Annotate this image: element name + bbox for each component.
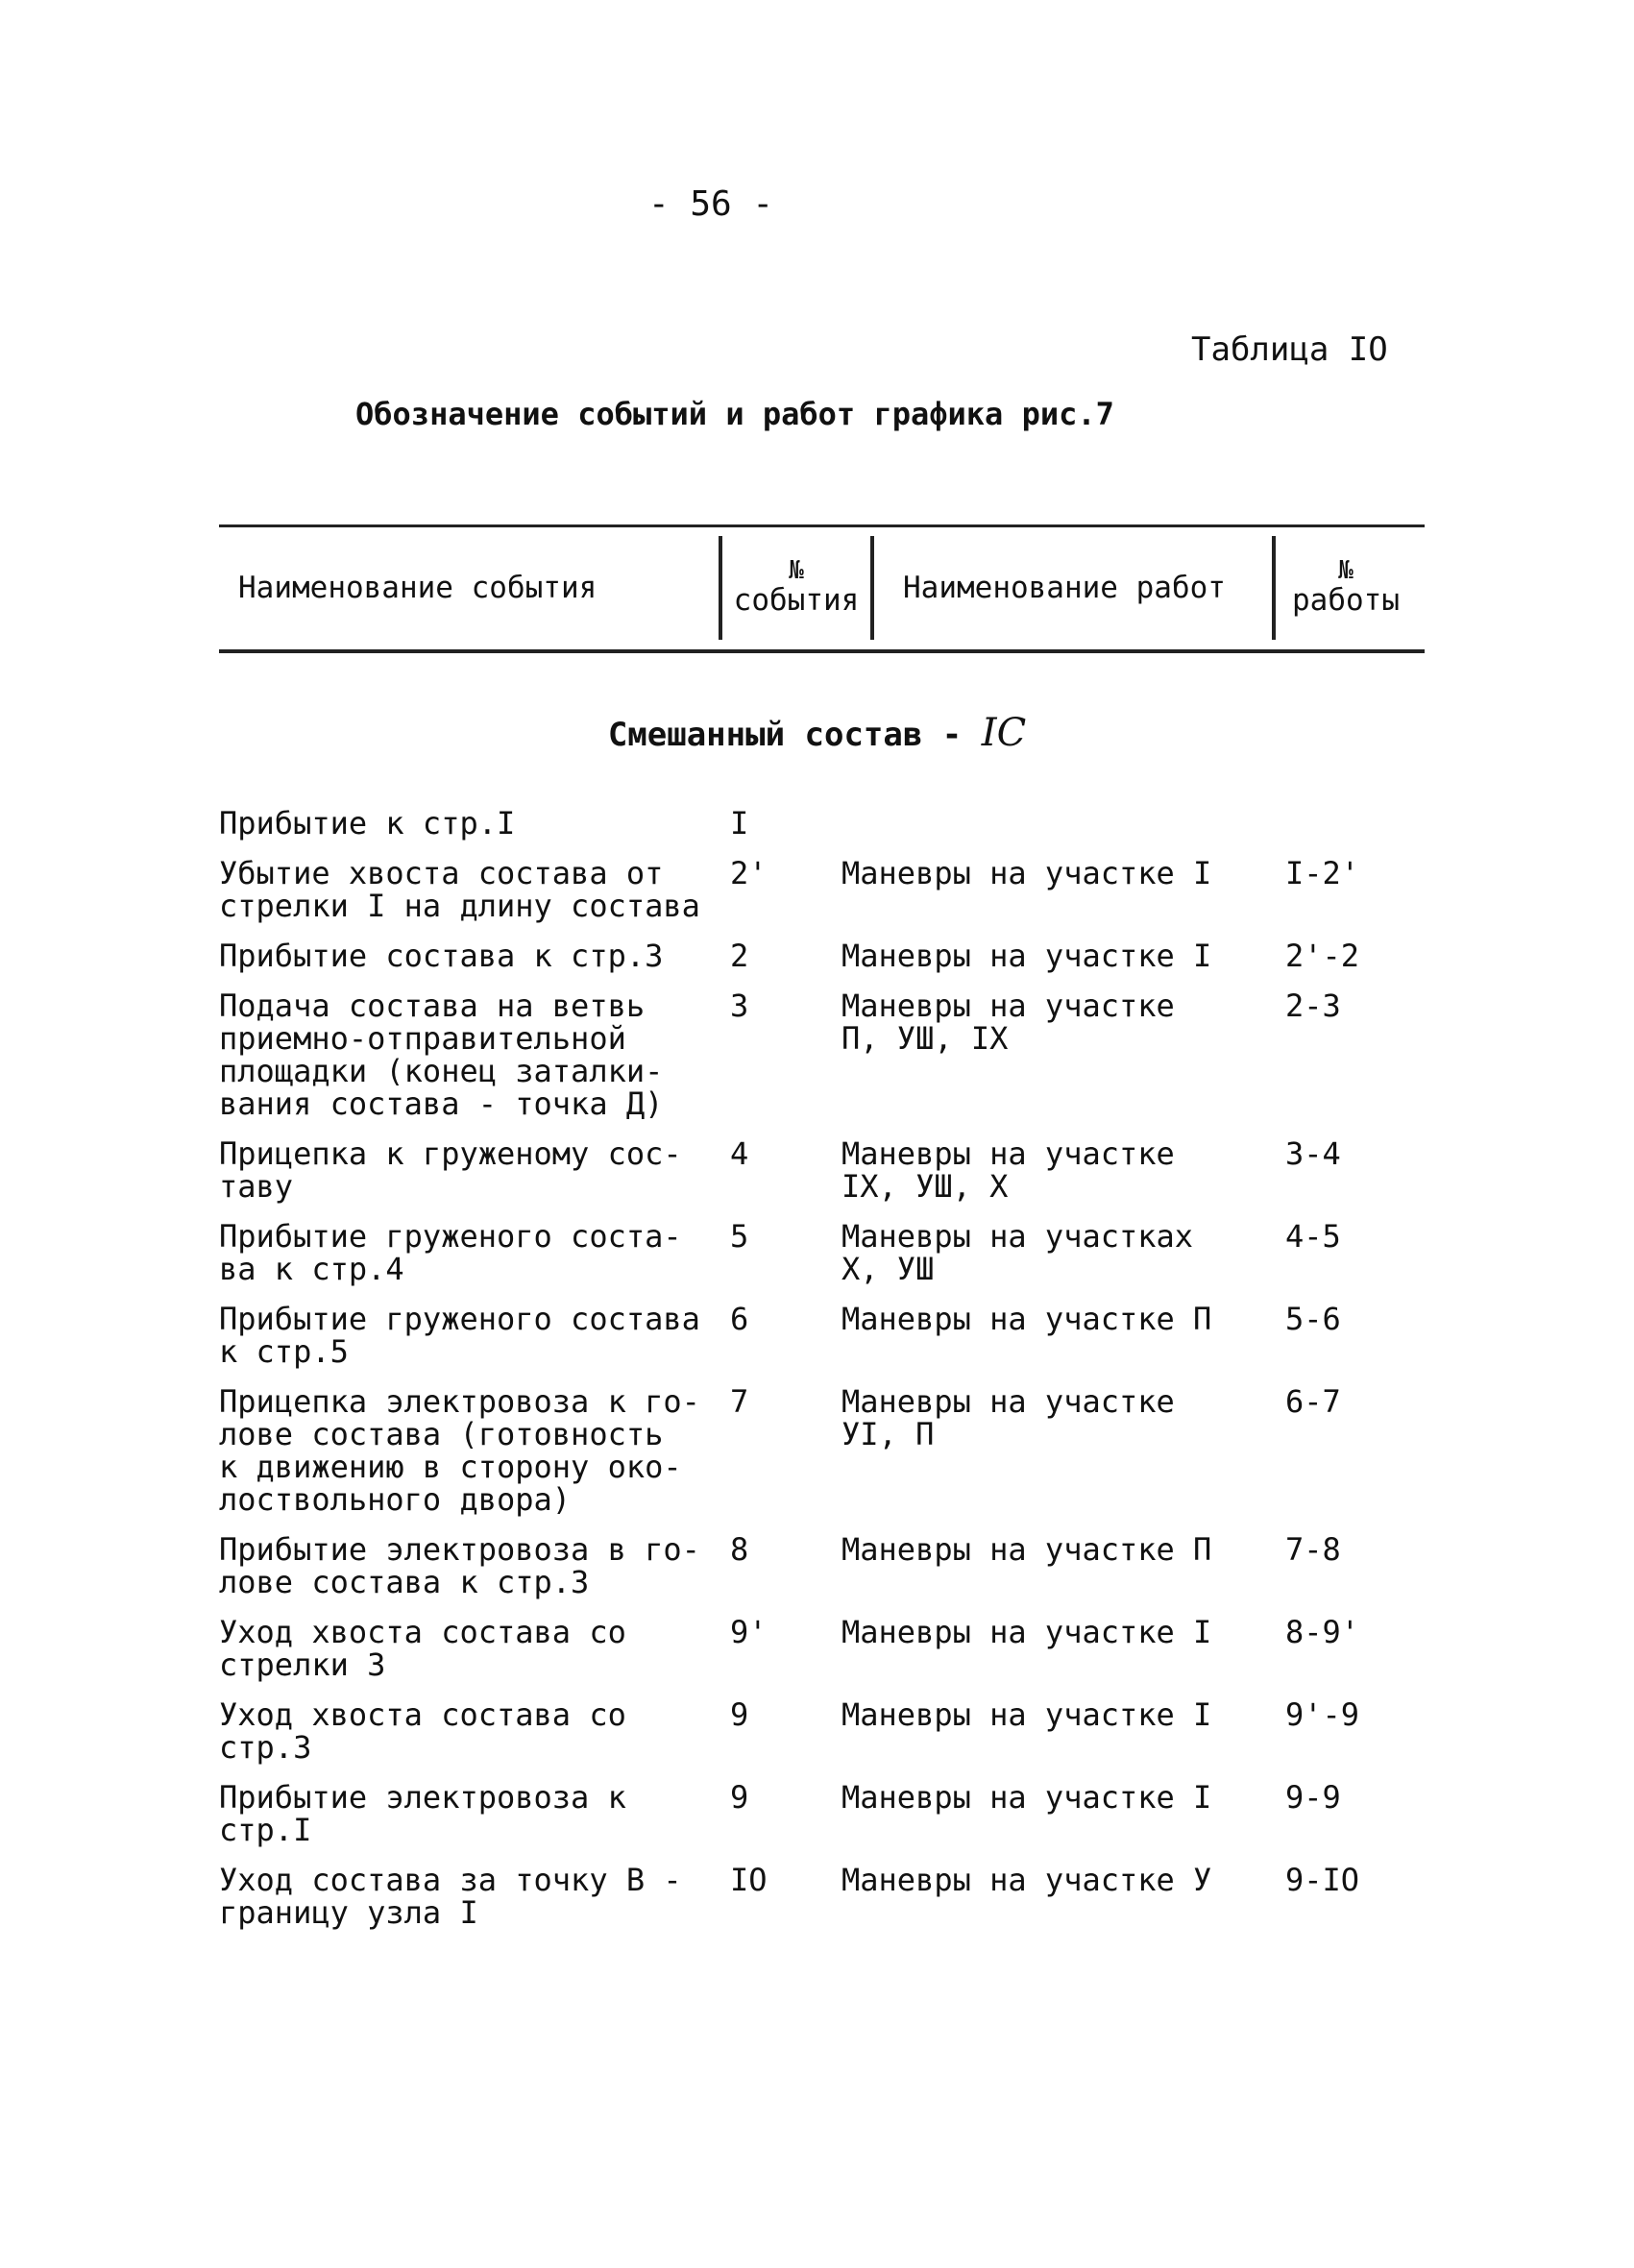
work-number-cell: 2'-2 bbox=[1285, 938, 1360, 974]
event-name-cell: Прибытие груженого состава к стр.5 bbox=[219, 1301, 700, 1370]
work-name-cell: Маневры на участке IX, УШ, X bbox=[841, 1135, 1175, 1205]
work-name-cell: Маневры на участке УI, П bbox=[841, 1383, 1175, 1452]
work-name-cell: Маневры на участках X, УШ bbox=[841, 1218, 1194, 1287]
work-number-cell: 9-9 bbox=[1285, 1779, 1341, 1816]
table-body bbox=[219, 807, 1429, 1946]
event-number-cell: 6 bbox=[730, 1301, 749, 1337]
event-number-cell: 9 bbox=[730, 1696, 749, 1733]
header-event-number-label: события bbox=[733, 583, 860, 618]
event-name-cell: Прибытие электровоза в го- лове состава к стр.3 bbox=[219, 1531, 700, 1600]
event-name-cell: Прибытие к стр.I bbox=[219, 805, 516, 841]
event-name-cell: Прибытие электровоза к стр.I bbox=[219, 1779, 626, 1848]
header-separator bbox=[870, 536, 874, 640]
table-row bbox=[219, 857, 1429, 922]
event-name-cell: Прицепка электровоза к го- лове состава (готовность к движению в сторону око- лоствольного двора) bbox=[219, 1383, 700, 1518]
work-number-cell bbox=[1280, 807, 1429, 840]
work-name-cell: Маневры на участке П bbox=[841, 1531, 1212, 1568]
event-number-cell: 9' bbox=[730, 1614, 768, 1650]
work-number-cell: 3-4 bbox=[1285, 1135, 1341, 1172]
header-work-name bbox=[903, 528, 1268, 647]
event-number-cell: 2 bbox=[730, 938, 749, 974]
table-top-rule bbox=[219, 524, 1425, 527]
section-label: Смешанный состав - bbox=[607, 716, 963, 754]
event-number-cell: I bbox=[730, 805, 749, 841]
event-number-cell: IO bbox=[730, 1862, 768, 1898]
header-work-number-label: работы bbox=[1292, 583, 1400, 618]
work-number-cell: 9-IO bbox=[1285, 1862, 1360, 1898]
work-number-cell: 8-9' bbox=[1285, 1614, 1360, 1650]
event-number-cell: 5 bbox=[730, 1218, 749, 1255]
table-row bbox=[219, 939, 1429, 972]
section-title bbox=[0, 711, 1634, 755]
work-name-cell: Маневры на участке П bbox=[841, 1301, 1212, 1337]
work-name-cell: Маневры на участке I bbox=[841, 938, 1212, 974]
event-name-cell: Прибытие груженого соста- ва к стр.4 bbox=[219, 1218, 682, 1287]
work-name-cell bbox=[828, 807, 1280, 840]
table-header-rule bbox=[219, 649, 1425, 653]
work-number-cell: 7-8 bbox=[1285, 1531, 1341, 1568]
event-name-cell: Прицепка к груженому сос- таву bbox=[219, 1135, 682, 1205]
header-work-number-sign: № bbox=[1338, 556, 1354, 585]
work-number-cell: 9'-9 bbox=[1285, 1696, 1360, 1733]
header-event-number-sign: № bbox=[789, 556, 804, 585]
table-row bbox=[219, 1220, 1429, 1285]
event-number-cell: 3 bbox=[730, 988, 749, 1024]
table-row bbox=[219, 1533, 1429, 1598]
work-name-cell: Маневры на участке У bbox=[841, 1862, 1212, 1898]
header-event-name bbox=[238, 528, 719, 647]
event-number-cell: 7 bbox=[730, 1383, 749, 1420]
work-number-cell: 2-3 bbox=[1285, 988, 1341, 1024]
event-number-cell: 9 bbox=[730, 1779, 749, 1816]
event-name-cell: Уход хвоста состава со стрелки 3 bbox=[219, 1614, 626, 1683]
table-row bbox=[219, 1303, 1429, 1368]
work-name-cell: Маневры на участке I bbox=[841, 1614, 1212, 1650]
header-event-number bbox=[722, 528, 870, 647]
page-number: - 56 - bbox=[647, 184, 774, 224]
table-row bbox=[219, 807, 1429, 840]
table-row bbox=[219, 1137, 1429, 1203]
table-row bbox=[219, 1616, 1429, 1681]
event-number-cell: 8 bbox=[730, 1531, 749, 1568]
section-code: IC bbox=[981, 711, 1027, 755]
event-name-cell: Подача состава на ветвь приемно-отправительной площадки (конец заталки- вания состава - точка Д) bbox=[219, 988, 664, 1122]
table-row bbox=[219, 989, 1429, 1120]
event-name-cell: Убытие хвоста состава от стрелки I на длину состава bbox=[219, 855, 700, 924]
work-name-cell: Маневры на участке П, УШ, IX bbox=[841, 988, 1175, 1057]
header-event-name-label: Наименование события bbox=[238, 571, 598, 605]
event-number-cell: 2' bbox=[730, 855, 768, 891]
event-name-cell: Уход состава за точку В - границу узла I bbox=[219, 1862, 682, 1931]
work-number-cell: I-2' bbox=[1285, 855, 1360, 891]
work-number-cell: 5-6 bbox=[1285, 1301, 1341, 1337]
work-number-cell: 4-5 bbox=[1285, 1218, 1341, 1255]
event-number-cell: 4 bbox=[730, 1135, 749, 1172]
work-number-cell: 6-7 bbox=[1285, 1383, 1341, 1420]
work-name-cell: Маневры на участке I bbox=[841, 855, 1212, 891]
table-title: Обозначение событий и работ графика рис.7 bbox=[355, 396, 1114, 432]
table-row bbox=[219, 1864, 1429, 1929]
table-row bbox=[219, 1385, 1429, 1516]
header-work-name-label: Наименование работ bbox=[903, 571, 1226, 605]
table-row bbox=[219, 1781, 1429, 1846]
event-name-cell: Уход хвоста состава со стр.3 bbox=[219, 1696, 626, 1766]
table-header bbox=[219, 528, 1425, 647]
event-name-cell: Прибытие состава к стр.3 bbox=[219, 938, 664, 974]
work-name-cell: Маневры на участке I bbox=[841, 1696, 1212, 1733]
table-row bbox=[219, 1698, 1429, 1764]
table-label: Таблица IO bbox=[1191, 330, 1388, 369]
work-name-cell: Маневры на участке I bbox=[841, 1779, 1212, 1816]
header-work-number bbox=[1274, 528, 1418, 647]
